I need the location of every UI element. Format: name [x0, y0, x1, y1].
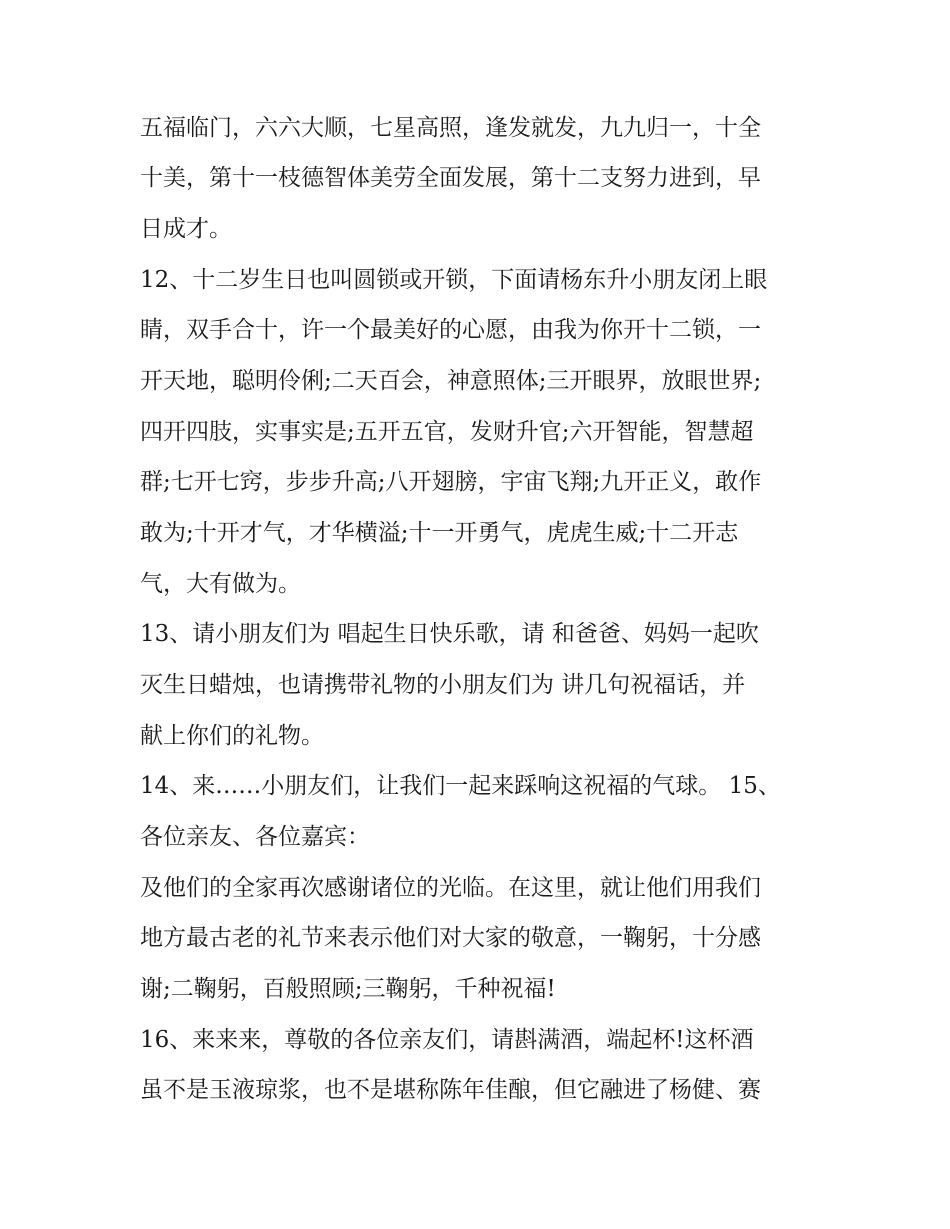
text-line: 虽不是玉液琼浆，也不是堪称陈年佳酿，但它融进了杨健、赛 — [140, 1077, 761, 1103]
text-line: 12、十二岁生日也叫圆锁或开锁，下面请杨东升小朋友闭上眼 — [140, 267, 768, 293]
text-line: 四开四肢，实事实是;五开五官，发财升官;六开智能，智慧超 — [140, 419, 754, 445]
text-line: 五福临门，六六大顺，七星高照，逢发就发，九九归一，十全 — [140, 115, 761, 141]
text-line: 日成才。 — [140, 216, 232, 242]
text-line: 各位亲友、各位嘉宾： — [140, 824, 370, 850]
text-line: 睛，双手合十，许一个最美好的心愿，由我为你开十二锁，一 — [140, 317, 761, 343]
text-line: 谢;二鞠躬，百般照顾;三鞠躬，千种祝福! — [140, 976, 556, 1002]
text-line: 气，大有做为。 — [140, 571, 301, 597]
text-line: 及他们的全家再次感谢诸位的光临。在这里，就让他们用我们 — [140, 875, 761, 901]
text-line: 16、来来来，尊敬的各位亲友们，请斟满酒，端起杯!这杯酒 — [140, 1027, 754, 1053]
text-line: 13、请小朋友们为 唱起生日快乐歌，请 和爸爸、妈妈一起吹 — [140, 621, 759, 647]
text-line: 地方最古老的礼节来表示他们对大家的敬意，一鞠躬，十分感 — [140, 925, 761, 951]
text-line: 14、来……小朋友们，让我们一起来踩响这祝福的气球。 15、 — [140, 773, 781, 799]
text-line: 开天地，聪明伶俐;二天百会，神意照体;三开眼界，放眼世界; — [140, 368, 762, 394]
text-line: 灭生日蜡烛，也请携带礼物的小朋友们为 讲几句祝福话，并 — [140, 672, 746, 698]
text-line: 敢为;十开才气，才华横溢;十一开勇气，虎虎生威;十二开志 — [140, 520, 739, 546]
text-line: 群;七开七窍，步步升高;八开翅膀，宇宙飞翔;九开正义，敢作 — [140, 469, 762, 495]
text-line: 献上你们的礼物。 — [140, 723, 324, 749]
text-line: 十美，第十一枝德智体美劳全面发展，第十二支努力进到，早 — [140, 165, 761, 191]
